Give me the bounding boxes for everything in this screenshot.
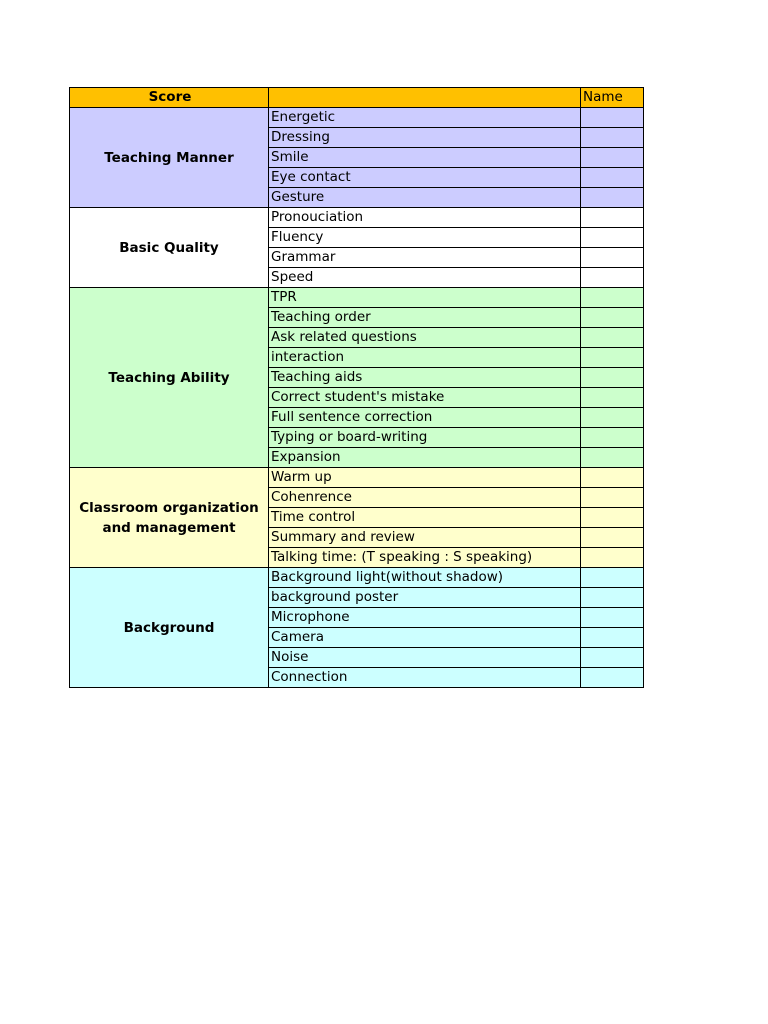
header-score: Score: [70, 88, 269, 108]
name-score-cell[interactable]: [581, 668, 644, 688]
name-score-cell[interactable]: [581, 288, 644, 308]
criterion: Cohenrence: [269, 488, 581, 508]
criterion: Expansion: [269, 448, 581, 468]
name-score-cell[interactable]: [581, 248, 644, 268]
criterion: Correct student's mistake: [269, 388, 581, 408]
table-row: [70, 468, 644, 488]
name-score-cell[interactable]: [581, 228, 644, 248]
name-score-cell[interactable]: [581, 188, 644, 208]
criterion: Eye contact: [269, 168, 581, 188]
name-score-cell[interactable]: [581, 648, 644, 668]
criterion: Talking time: (T speaking : S speaking): [269, 548, 581, 568]
name-score-cell[interactable]: [581, 448, 644, 468]
name-score-cell[interactable]: [581, 568, 644, 588]
name-score-cell[interactable]: [581, 528, 644, 548]
header-item: [269, 88, 581, 108]
name-score-cell[interactable]: [581, 488, 644, 508]
category-teaching-ability: Teaching Ability: [70, 288, 269, 468]
name-score-cell[interactable]: [581, 268, 644, 288]
criterion: Full sentence correction: [269, 408, 581, 428]
header-name: Name: [581, 88, 644, 108]
name-score-cell[interactable]: [581, 428, 644, 448]
name-score-cell[interactable]: [581, 148, 644, 168]
criterion: Background light(without shadow): [269, 568, 581, 588]
name-score-cell[interactable]: [581, 588, 644, 608]
criterion: Pronouciation: [269, 208, 581, 228]
category-teaching-manner: Teaching Manner: [70, 108, 269, 208]
table-row: [70, 568, 644, 588]
criterion: Gesture: [269, 188, 581, 208]
score-sheet-table: [69, 87, 644, 688]
name-score-cell[interactable]: [581, 308, 644, 328]
criterion: Teaching order: [269, 308, 581, 328]
name-score-cell[interactable]: [581, 348, 644, 368]
criterion: Summary and review: [269, 528, 581, 548]
category-classroom-organization: Classroom organization and management: [70, 468, 269, 568]
criterion: Ask related questions: [269, 328, 581, 348]
name-score-cell[interactable]: [581, 628, 644, 648]
criterion: Grammar: [269, 248, 581, 268]
criterion: TPR: [269, 288, 581, 308]
name-score-cell[interactable]: [581, 108, 644, 128]
name-score-cell[interactable]: [581, 328, 644, 348]
name-score-cell[interactable]: [581, 408, 644, 428]
criterion: interaction: [269, 348, 581, 368]
criterion: Warm up: [269, 468, 581, 488]
criterion: Camera: [269, 628, 581, 648]
name-score-cell[interactable]: [581, 608, 644, 628]
name-score-cell[interactable]: [581, 548, 644, 568]
table-row: [70, 208, 644, 228]
criterion: Smile: [269, 148, 581, 168]
category-background: Background: [70, 568, 269, 688]
criterion: Speed: [269, 268, 581, 288]
name-score-cell[interactable]: [581, 508, 644, 528]
criterion: Dressing: [269, 128, 581, 148]
category-basic-quality: Basic Quality: [70, 208, 269, 288]
criterion: Typing or board-writing: [269, 428, 581, 448]
criterion: Time control: [269, 508, 581, 528]
header-row: [70, 88, 644, 108]
criterion: Teaching aids: [269, 368, 581, 388]
name-score-cell[interactable]: [581, 388, 644, 408]
criterion: Microphone: [269, 608, 581, 628]
table-row: [70, 108, 644, 128]
criterion: Connection: [269, 668, 581, 688]
criterion: background poster: [269, 588, 581, 608]
criterion: Energetic: [269, 108, 581, 128]
name-score-cell[interactable]: [581, 168, 644, 188]
name-score-cell[interactable]: [581, 368, 644, 388]
table-row: [70, 288, 644, 308]
criterion: Fluency: [269, 228, 581, 248]
score-sheet-body: [70, 108, 644, 688]
criterion: Noise: [269, 648, 581, 668]
name-score-cell[interactable]: [581, 468, 644, 488]
name-score-cell[interactable]: [581, 208, 644, 228]
name-score-cell[interactable]: [581, 128, 644, 148]
